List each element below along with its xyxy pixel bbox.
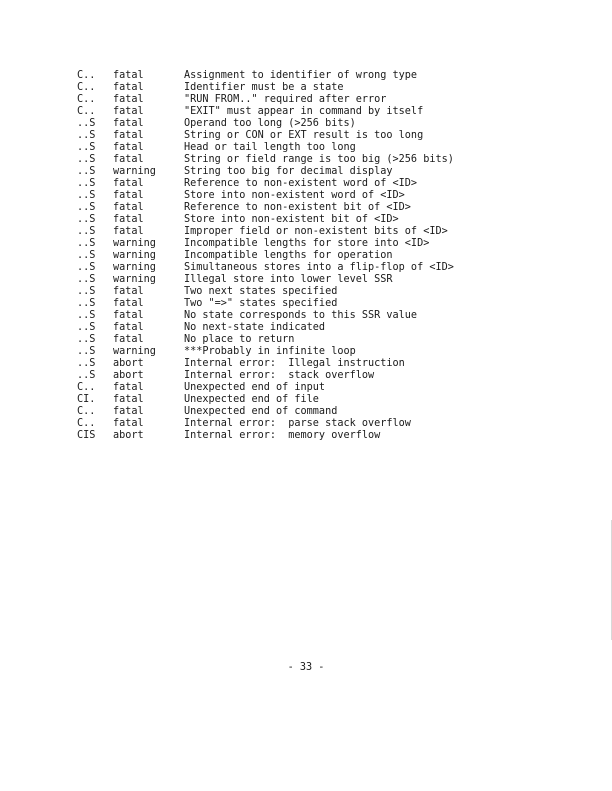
message-row — [77, 190, 524, 202]
message-row — [77, 142, 524, 154]
message-severity: fatal — [113, 94, 144, 105]
message-row — [77, 70, 524, 82]
message-row — [77, 370, 524, 382]
message-text: Reference to non-existent word of <ID> — [184, 178, 418, 189]
message-code: ..S — [77, 298, 96, 309]
message-row — [77, 94, 524, 106]
message-severity: fatal — [113, 406, 144, 417]
message-severity: warning — [113, 262, 156, 273]
message-code: CIS — [77, 430, 96, 441]
message-row — [77, 286, 524, 298]
message-severity: fatal — [113, 226, 144, 237]
message-text: Reference to non-existent bit of <ID> — [184, 202, 411, 213]
message-row — [77, 106, 524, 118]
message-text: Internal error: memory overflow — [184, 430, 381, 441]
message-code: ..S — [77, 322, 96, 333]
message-code: ..S — [77, 130, 96, 141]
message-row — [77, 406, 524, 418]
message-severity: fatal — [113, 202, 144, 213]
message-code: CI. — [77, 394, 96, 405]
message-code: ..S — [77, 370, 96, 381]
message-code: ..S — [77, 334, 96, 345]
message-code: C.. — [77, 418, 96, 429]
message-row — [77, 322, 524, 334]
message-code: ..S — [77, 226, 96, 237]
message-row — [77, 358, 524, 370]
message-row — [77, 226, 524, 238]
message-severity: fatal — [113, 190, 144, 201]
message-code: C.. — [77, 382, 96, 393]
message-code: ..S — [77, 154, 96, 165]
message-text: Two "=>" states specified — [184, 298, 338, 309]
message-text: Store into non-existent word of <ID> — [184, 190, 405, 201]
message-row — [77, 418, 524, 430]
message-severity: fatal — [113, 214, 144, 225]
message-code: ..S — [77, 286, 96, 297]
message-severity: fatal — [113, 418, 144, 429]
message-text: No place to return — [184, 334, 295, 345]
message-text: Internal error: Illegal instruction — [184, 358, 405, 369]
message-code: ..S — [77, 166, 96, 177]
message-code: C.. — [77, 82, 96, 93]
message-code: ..S — [77, 250, 96, 261]
message-severity: fatal — [113, 106, 144, 117]
message-row — [77, 118, 524, 130]
message-text: No state corresponds to this SSR value — [184, 310, 418, 321]
message-severity: fatal — [113, 70, 144, 81]
message-row — [77, 202, 524, 214]
message-severity: abort — [113, 370, 144, 381]
message-text: ***Probably in infinite loop — [184, 346, 356, 357]
message-row — [77, 238, 524, 250]
message-row — [77, 382, 524, 394]
message-severity: fatal — [113, 118, 144, 129]
message-code: ..S — [77, 346, 96, 357]
message-text: Simultaneous stores into a flip-flop of <ID> — [184, 262, 454, 273]
message-code: ..S — [77, 358, 96, 369]
message-text: Store into non-existent bit of <ID> — [184, 214, 399, 225]
message-text: "RUN FROM.." required after error — [184, 94, 387, 105]
message-code: C.. — [77, 70, 96, 81]
message-severity: fatal — [113, 382, 144, 393]
message-code: ..S — [77, 118, 96, 129]
message-code: C.. — [77, 406, 96, 417]
message-row — [77, 334, 524, 346]
message-severity: warning — [113, 166, 156, 177]
message-code: ..S — [77, 238, 96, 249]
message-severity: warning — [113, 346, 156, 357]
message-text: Internal error: stack overflow — [184, 370, 375, 381]
message-text: Incompatible lengths for store into <ID> — [184, 238, 430, 249]
message-severity: fatal — [113, 154, 144, 165]
message-row — [77, 166, 524, 178]
message-text: No next-state indicated — [184, 322, 326, 333]
message-row — [77, 262, 524, 274]
message-text: Head or tail length too long — [184, 142, 356, 153]
message-severity: warning — [113, 250, 156, 261]
message-code: ..S — [77, 262, 96, 273]
message-severity: fatal — [113, 130, 144, 141]
message-text: Internal error: parse stack overflow — [184, 418, 411, 429]
message-severity: abort — [113, 358, 144, 369]
message-row — [77, 274, 524, 286]
message-code: ..S — [77, 274, 96, 285]
message-row — [77, 394, 524, 406]
message-severity: fatal — [113, 178, 144, 189]
message-severity: fatal — [113, 142, 144, 153]
message-text: String too big for decimal display — [184, 166, 393, 177]
message-text: Two next states specified — [184, 286, 338, 297]
message-text: String or CON or EXT result is too long — [184, 130, 424, 141]
message-severity: fatal — [113, 322, 144, 333]
message-severity: fatal — [113, 394, 144, 405]
message-severity: abort — [113, 430, 144, 441]
message-row — [77, 298, 524, 310]
message-code: ..S — [77, 202, 96, 213]
page-number: - 33 - — [287, 662, 325, 673]
message-code: C.. — [77, 94, 96, 105]
message-text: Unexpected end of file — [184, 394, 319, 405]
message-row — [77, 178, 524, 190]
message-text: Unexpected end of input — [184, 382, 326, 393]
error-message-table — [77, 70, 524, 442]
message-severity: warning — [113, 274, 156, 285]
message-text: Operand too long (>256 bits) — [184, 118, 356, 129]
message-code: C.. — [77, 106, 96, 117]
message-code: ..S — [77, 190, 96, 201]
message-text: Incompatible lengths for operation — [184, 250, 393, 261]
message-row — [77, 346, 524, 358]
message-text: String or field range is too big (>256 bits) — [184, 154, 454, 165]
message-text: Improper field or non-existent bits of <ID> — [184, 226, 448, 237]
message-row — [77, 154, 524, 166]
message-text: "EXIT" must appear in command by itself — [184, 106, 424, 117]
message-text: Identifier must be a state — [184, 82, 344, 93]
message-code: ..S — [77, 178, 96, 189]
message-severity: fatal — [113, 310, 144, 321]
message-text: Assignment to identifier of wrong type — [184, 70, 418, 81]
message-text: Unexpected end of command — [184, 406, 338, 417]
message-severity: fatal — [113, 298, 144, 309]
message-severity: fatal — [113, 334, 144, 345]
message-code: ..S — [77, 310, 96, 321]
message-text: Illegal store into lower level SSR — [184, 274, 393, 285]
message-row — [77, 214, 524, 226]
message-row — [77, 250, 524, 262]
message-row — [77, 310, 524, 322]
message-severity: fatal — [113, 286, 144, 297]
message-severity: fatal — [113, 82, 144, 93]
message-row — [77, 430, 524, 442]
message-code: ..S — [77, 142, 96, 153]
message-row — [77, 82, 524, 94]
message-code: ..S — [77, 214, 96, 225]
message-severity: warning — [113, 238, 156, 249]
message-row — [77, 130, 524, 142]
